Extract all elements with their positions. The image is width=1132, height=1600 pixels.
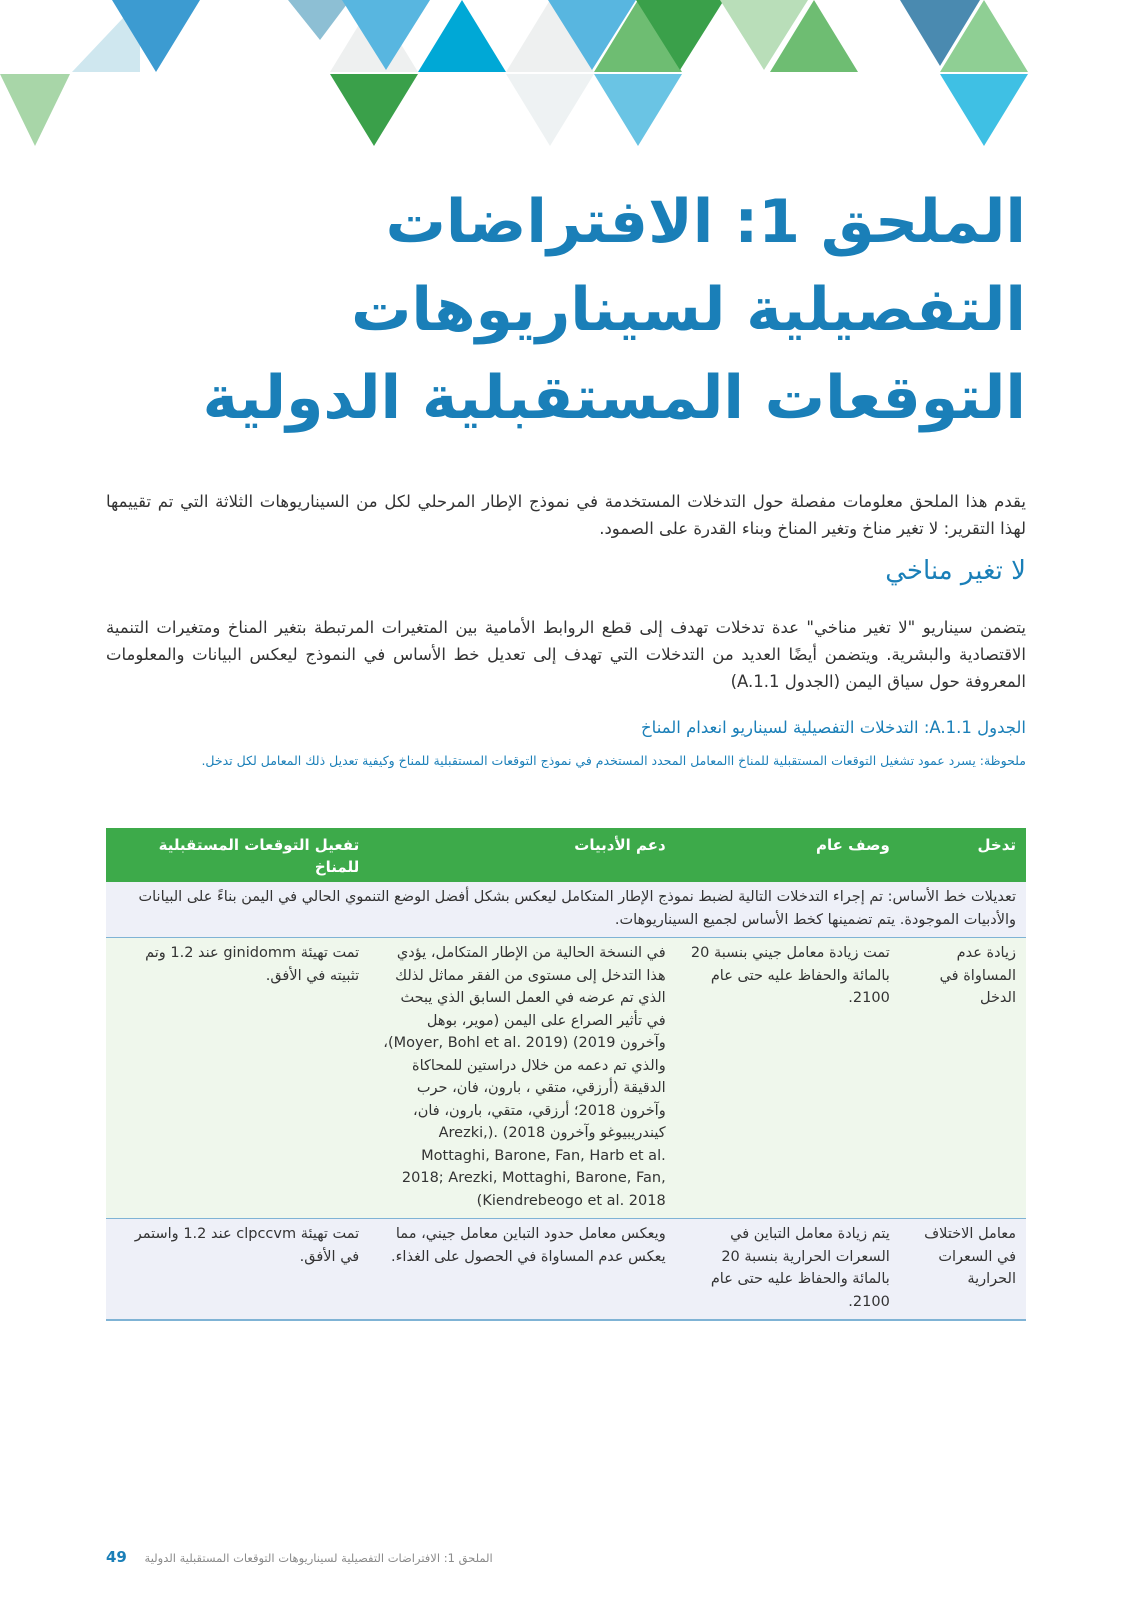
cell-intervention: معامل الاختلاف في السعرات الحرارية: [900, 1219, 1026, 1321]
page-title: [106, 178, 1026, 442]
triangle-decoration-shape: [594, 74, 682, 146]
triangle-decoration-shape: [506, 74, 594, 146]
triangle-decoration-shape: [288, 0, 350, 40]
table-row-baseline: [106, 882, 1026, 938]
page-footer: [106, 1548, 806, 1566]
cell-activation: تمت تهيئة ginidomm عند 1.2 وتم تثبيته في الأفق.: [106, 938, 369, 1219]
table-row: [106, 1219, 1026, 1321]
table-caption: الجدول A.1.1: التدخلات التفصيلية لسيناريو انعدام المناخ: [641, 718, 1026, 737]
table-header-row: [106, 828, 1026, 882]
header-description: وصف عام: [676, 828, 900, 882]
section-heading: لا تغير مناخي: [885, 556, 1026, 586]
interventions-table: [106, 828, 1026, 1321]
triangle-decoration-shape: [418, 0, 506, 72]
triangle-decoration-shape: [330, 74, 418, 146]
header-activation: تفعيل التوقعات المستقبلية للمناخ: [106, 828, 369, 882]
header-intervention: تدخل: [900, 828, 1026, 882]
cell-description: يتم زيادة معامل التباين في السعرات الحرارية بنسبة 20 بالمائة والحفاظ عليه حتى عام 2100.: [676, 1219, 900, 1321]
baseline-note-cell: تعديلات خط الأساس: تم إجراء التدخلات التالية لضبط نموذج الإطار المتكامل ليعكس بشكل أفضل الوضع التنموي الحالي في اليمن بناءً على البيانات والأدبيات الموجودة. يتم تضمينها كخط الأساس لجميع السيناريوهات.: [106, 882, 1026, 938]
title-line-3: التوقعات المستقبلية الدولية: [202, 363, 1026, 433]
table-row: [106, 938, 1026, 1219]
running-title: الملحق 1: الافتراضات التفصيلية لسيناريوهات التوقعات المستقبلية الدولية: [144, 1551, 493, 1565]
title-line-1: الملحق 1: الافتراضات: [385, 187, 1026, 257]
header-literature: دعم الأدبيات: [369, 828, 675, 882]
header-triangle-decoration: [0, 0, 1132, 160]
table-note: ملحوظة: يسرد عمود تشغيل التوقعات المستقبلية للمناخ االمعامل المحدد المستخدم في نموذج التوقعات المستقبلية للمناخ وكيفية تعديل ذلك المعامل لكل تدخل.: [201, 753, 1026, 768]
cell-activation: تمت تهيئة clpccvm عند 1.2 واستمر في الأفق.: [106, 1219, 369, 1321]
triangle-decoration-shape: [940, 74, 1028, 146]
cell-literature: في النسخة الحالية من الإطار المتكامل، يؤدي هذا التدخل إلى مستوى من الفقر مماثل لذلك الذي تم عرضه في العمل السابق الذي يبحث في تأثير الصراع على اليمن (موير، بوهل وآخرون 2019) (Moyer, Bohl et al. 2019)، والذي تم دعمه من خلال دراستين للمحاكاة الدقيقة (أرزقي، متقي ، بارون، فان، حرب وآخرون 2018؛ أرزقي، متقي، بارون، فان، كيندريبيوغو وآخرون 2018) .(Arezki, Mottaghi, Barone, Fan, Harb et al. 2018; Arezki, Mottaghi, Barone, Fan, Kiendrebeogo et al. 2018): [369, 938, 675, 1219]
cell-literature: ويعكس معامل حدود التباين معامل جيني، مما يعكس عدم المساواة في الحصول على الغذاء.: [369, 1219, 675, 1321]
title-line-2: التفصيلية لسيناريوهات: [351, 275, 1026, 345]
cell-description: تمت زيادة معامل جيني بنسبة 20 بالمائة والحفاظ عليه حتى عام 2100.: [676, 938, 900, 1219]
page-number: 49: [106, 1548, 127, 1566]
intro-paragraph: يقدم هذا الملحق معلومات مفصلة حول التدخلات المستخدمة في نموذج الإطار المرحلي لكل من السيناريوهات الثلاثة التي تم تقييمها لهذا التقرير: لا تغير مناخ وتغير المناخ وبناء القدرة على الصمود.: [106, 492, 1026, 538]
triangle-decoration-shape: [0, 74, 70, 146]
section-paragraph: يتضمن سيناريو "لا تغير مناخي" عدة تدخلات تهدف إلى قطع الروابط الأمامية بين المتغيرات المرتبطة بتغير المناخ ومتغيرات التنمية الاقتصادية والبشرية. ويتضمن أيضًا العديد من التدخلات التي تهدف إلى تعديل خط الأساس في النموذج ليعكس البيانات والمعلومات المعروفة حول سياق اليمن (الجدول A.1.1): [106, 618, 1026, 691]
cell-intervention: زيادة عدم المساواة في الدخل: [900, 938, 1026, 1219]
